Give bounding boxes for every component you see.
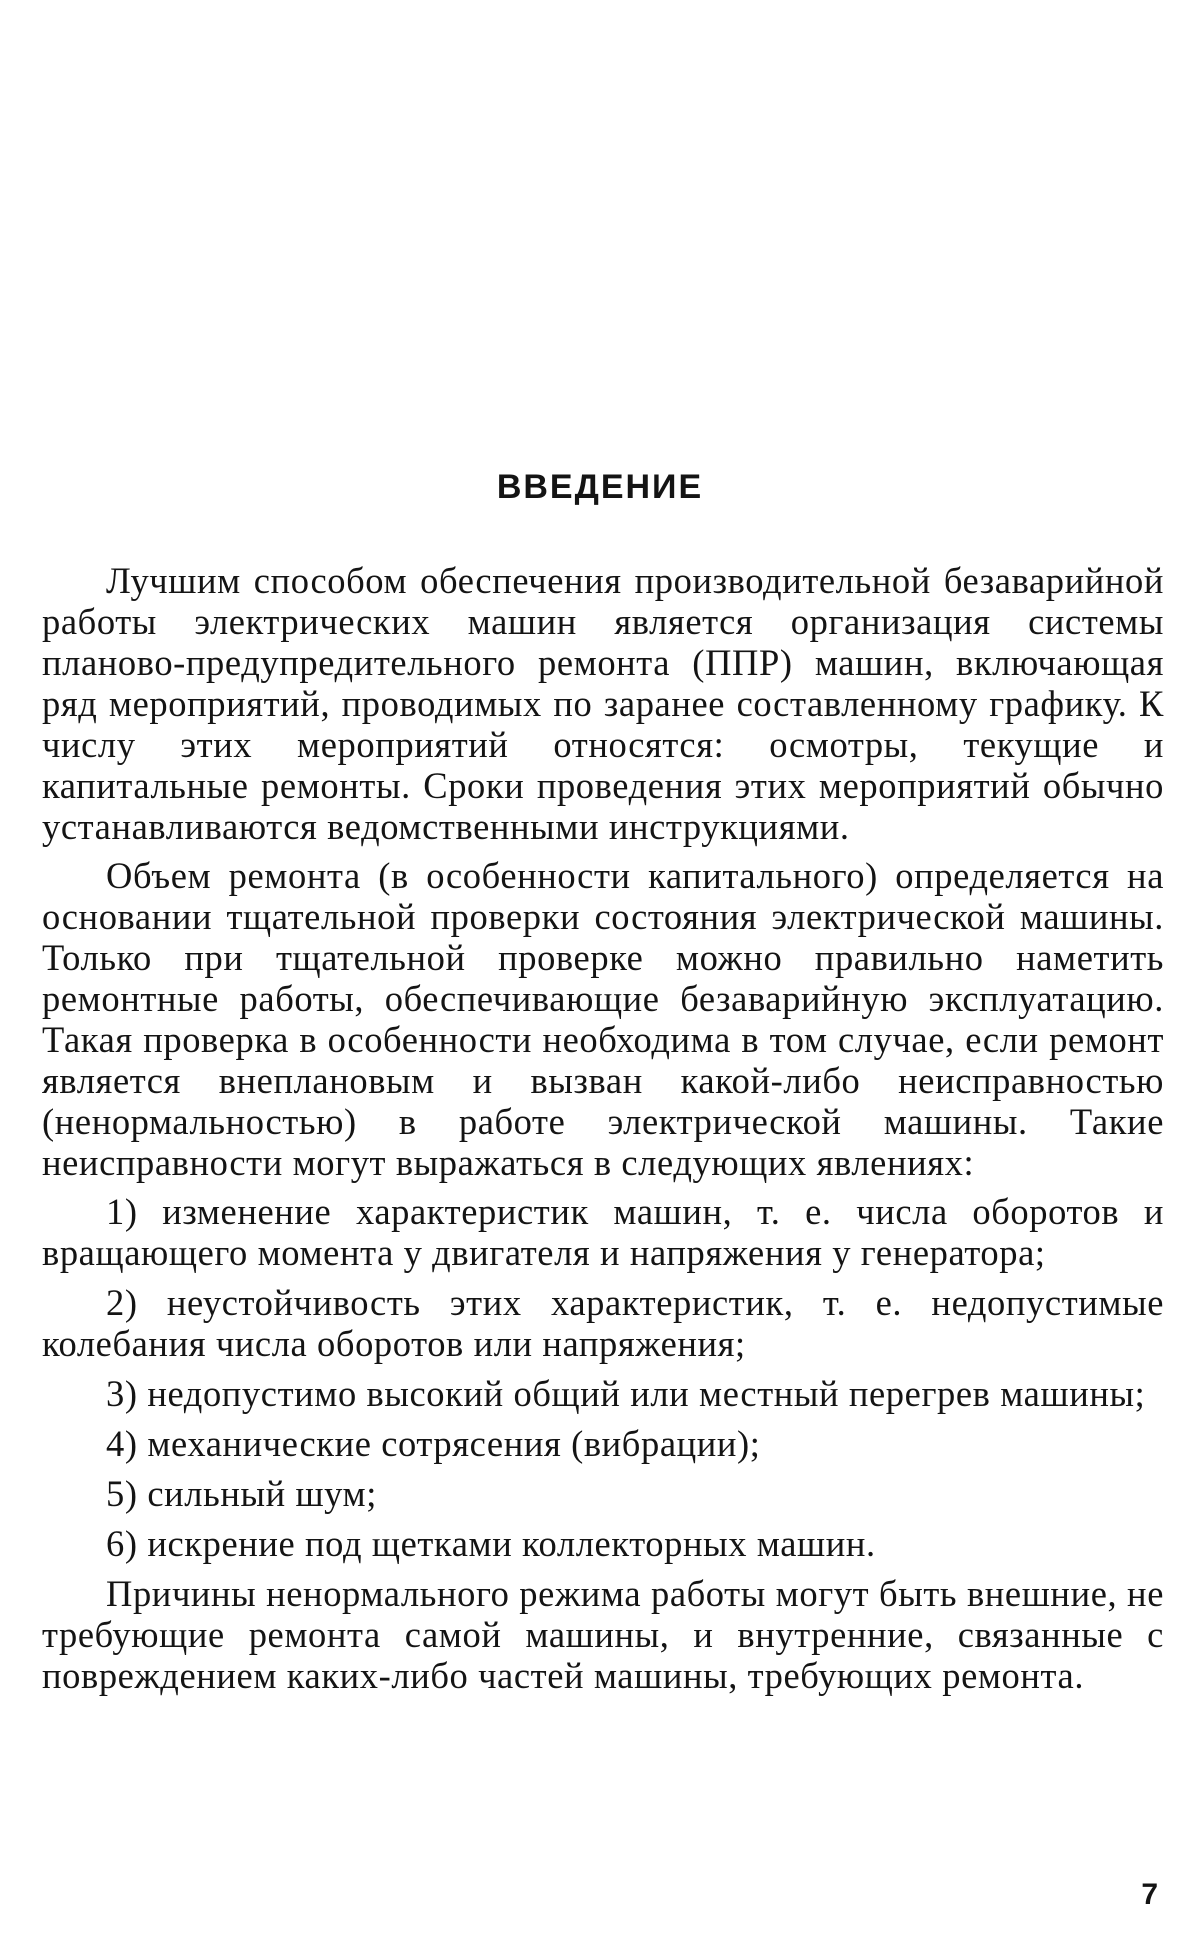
section-title: ВВЕДЕНИЕ bbox=[496, 468, 704, 506]
list-item: 1) изменение характеристик машин, т. е. числа оборотов и вращающего момента у двигателя и напряжения у генератора; bbox=[42, 1191, 1164, 1273]
list-item: 5) сильный шум; bbox=[106, 1473, 377, 1514]
list-item: 4) механические сотрясения (вибрации); bbox=[106, 1423, 761, 1464]
paragraph-intro: Лучшим способом обеспечения производительной безаварийной работы электрических машин является организация системы планово-предупредительного ремонта (ППР) машин, включающая ряд мероприятий, проводимых по заранее составленному графику. К числу этих мероприятий относятся: осмотры, текущие и капитальные ремонты. Сроки проведения этих мероприятий обычно устанавливаются ведомственными инструкциями. bbox=[42, 560, 1164, 847]
body-text bbox=[42, 560, 1164, 1704]
list-item: 3) недопустимо высокий общий или местный перегрев машины; bbox=[106, 1373, 1146, 1414]
page-number: 7 bbox=[1141, 1878, 1158, 1911]
paragraph-causes: Причины ненормального режима работы могут быть внешние, не требующие ремонта самой машины, и внутренние, связанные с повреждением каких-либо частей машины, требующих ремонта. bbox=[42, 1573, 1164, 1696]
list-item: 6) искрение под щетками коллекторных машин. bbox=[106, 1523, 876, 1564]
list-item: 2) неустойчивость этих характеристик, т. е. недопустимые колебания числа оборотов или напряжения; bbox=[42, 1282, 1164, 1364]
paragraph-repair-scope: Объем ремонта (в особенности капитального) определяется на основании тщательной проверки состояния электрической машины. Только при тщательной проверке можно правильно наметить ремонтные работы, обеспечивающие безаварийную эксплуатацию. Такая проверка в особенности необходима в том случае, если ремонт является внеплановым и вызван какой-либо неисправностью (ненормальностью) в работе электрической машины. Такие неисправности могут выражаться в следующих явлениях: bbox=[42, 855, 1164, 1183]
